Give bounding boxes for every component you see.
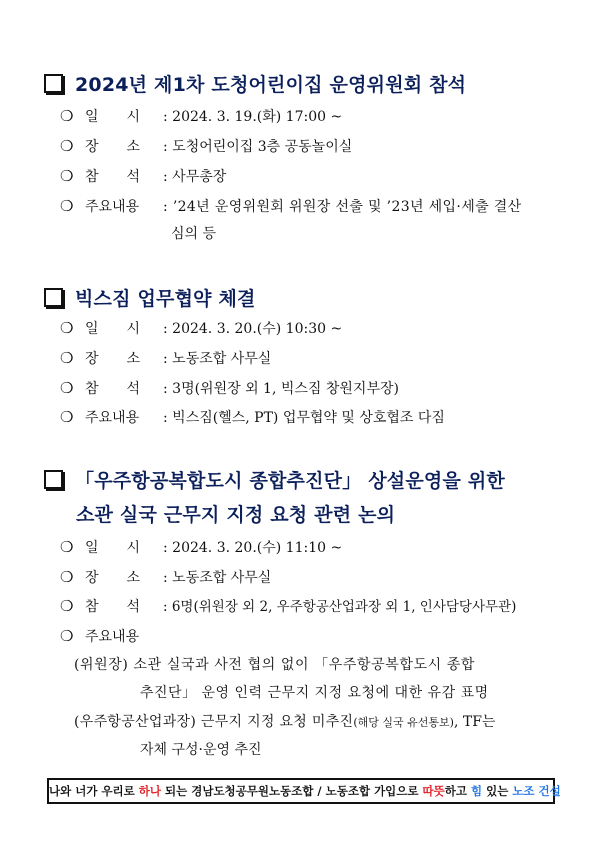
- circle-bullet-icon: ❍: [60, 137, 74, 155]
- detail-2-line1: [74, 713, 495, 732]
- row-label: 주요내용: [85, 199, 140, 215]
- row-label: 일 시: [85, 540, 141, 556]
- row-value: : 도청어린이집 3층 공동놀이실: [163, 139, 353, 155]
- section-2-row-content: [60, 408, 445, 427]
- row-value: : 2024. 3. 19.(화) 17:00 ~: [163, 109, 343, 125]
- section-3-title: 「우주항공복합도시 종합추진단」 상설운영을 위한: [75, 470, 505, 492]
- row-label: 참 석: [85, 381, 141, 397]
- detail-2-text: (우주항공산업과장) 근무지 지정 요청 미추진: [74, 714, 354, 730]
- circle-bullet-icon: ❍: [60, 408, 74, 426]
- section-3-row-content: [60, 627, 163, 646]
- detail-2-line2: 자체 구성·운영 추진: [140, 742, 262, 758]
- row-label: 장 소: [85, 570, 141, 586]
- section-3-row-place: [60, 568, 271, 587]
- detail-1-line1: (위원장) 소관 실국과 사전 협의 없이 「우주항공복합도시 종합: [74, 657, 476, 673]
- section-3-row-attendees: [60, 597, 516, 616]
- circle-bullet-icon: ❍: [60, 319, 74, 337]
- circle-bullet-icon: ❍: [60, 197, 74, 215]
- circle-bullet-icon: ❍: [60, 167, 74, 185]
- slogan-highlight-red: 하나: [138, 784, 161, 798]
- row-value: : 3명(위원장 외 1, 빅스짐 창원지부장): [163, 381, 399, 397]
- row-label: 주요내용: [85, 410, 140, 426]
- checkbox-square-icon: [44, 288, 63, 307]
- circle-bullet-icon: ❍: [60, 349, 74, 367]
- section-1-title: 2024년 제1차 도청어린이집 운영위원회 참석: [75, 74, 467, 96]
- circle-bullet-icon: ❍: [60, 379, 74, 397]
- slogan-highlight-red: 따뜻: [422, 784, 445, 798]
- circle-bullet-icon: ❍: [60, 538, 74, 556]
- row-label: 일 시: [85, 109, 141, 125]
- circle-bullet-icon: ❍: [60, 597, 74, 615]
- detail-1-line2: 추진단」 운영 인력 근무지 지정 요청에 대한 유감 표명: [140, 685, 489, 701]
- section-1-heading: [44, 70, 466, 97]
- section-2-row-place: [60, 349, 271, 368]
- section-1-row-place: [60, 137, 352, 156]
- section-3-row-date: [60, 538, 342, 557]
- section-2-heading: [44, 284, 256, 311]
- row-label: 장 소: [85, 351, 141, 367]
- section-2-row-attendees: [60, 379, 399, 398]
- checkbox-square-icon: [44, 74, 63, 93]
- row-value: : 2024. 3. 20.(수) 11:10 ~: [163, 540, 343, 556]
- slogan-highlight-blue: 힘: [470, 784, 483, 798]
- row-label: 참 석: [85, 169, 141, 185]
- section-1-row-date: [60, 107, 342, 126]
- slogan-part: 있는: [482, 784, 513, 798]
- row-value: : ’24년 운영위원회 위원장 선출 및 ’23년 세입·세출 결산: [163, 199, 522, 215]
- row-label: 일 시: [85, 321, 141, 337]
- detail-2-tail: , TF는: [453, 714, 496, 730]
- row-value: : 노동조합 사무실: [163, 570, 272, 586]
- row-value: : 6명(위원장 외 2, 우주항공산업과장 외 1, 인사담당사무관): [163, 599, 517, 615]
- checkbox-square-icon: [44, 470, 63, 489]
- section-1-row-attendees: [60, 167, 226, 186]
- slogan-part: 하고: [444, 784, 471, 798]
- section-2-row-date: [60, 319, 342, 338]
- row-value: : 2024. 3. 20.(수) 10:30 ~: [163, 321, 343, 337]
- circle-bullet-icon: ❍: [60, 568, 74, 586]
- row-label: 참 석: [85, 599, 141, 615]
- row-label: 장 소: [85, 139, 141, 155]
- slogan-part: 나와 너가 우리로: [49, 784, 139, 798]
- row-value: : 사무총장: [163, 169, 227, 185]
- detail-2-note: (해당 실국 유선통보): [353, 716, 454, 729]
- section-3-heading: [44, 466, 505, 493]
- section-3-title-line2: 소관 실국 근무지 지정 요청 관련 논의: [76, 504, 396, 526]
- section-1-content-continuation: 심의 등: [171, 226, 217, 242]
- row-value: : 노동조합 사무실: [163, 351, 272, 367]
- section-2-title: 빅스짐 업무협약 체결: [75, 288, 256, 310]
- section-1-row-content: [60, 197, 522, 216]
- slogan-banner: [47, 778, 561, 804]
- row-label: 주요내용: [85, 629, 140, 645]
- slogan-highlight-blue: 노조 건설: [512, 784, 561, 798]
- circle-bullet-icon: ❍: [60, 627, 74, 645]
- circle-bullet-icon: ❍: [60, 107, 74, 125]
- row-value: : 빅스짐(헬스, PT) 업무협약 및 상호협조 다짐: [163, 410, 445, 426]
- slogan-part: 되는 경남도청공무원노동조합 / 노동조합 가입으로: [161, 784, 423, 798]
